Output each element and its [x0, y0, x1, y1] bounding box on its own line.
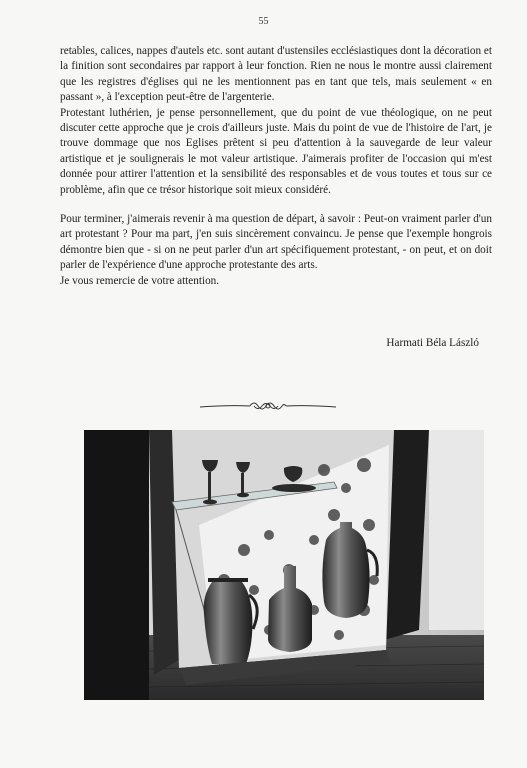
paragraph-4: Je vous remercie de votre attention.: [60, 274, 220, 287]
article-body: [60, 44, 492, 289]
paragraph-3: Pour terminer, j'aimerais revenir à ma question de départ, à savoir : Peut-on vraiment parler d'un art protestant ? Pour ma part, j'en suis sincèrement convaincu. Je pense que l'exemple hongrois démontre bien que - si on ne peut parler d'un art spécifiquement protestant, - on peut, et on doit parler de l'expérience d'une approche protestante des arts.: [60, 213, 492, 272]
page-number: 55: [258, 16, 269, 27]
showcase-photo: [84, 430, 484, 700]
paragraph-1: retables, calices, nappes d'autels etc. sont autant d'ustensiles ecclésiastiques dont la décoration et la finition sont secondaires par rapport à leur fonction. Rien ne nous le montre aussi clairement que les registres d'églises qui ne les mentionnent pas en tant que tels, mais seulement « en passant », à l'exception peut-être de l'argenterie.: [60, 45, 492, 104]
decorative-divider: [198, 398, 338, 414]
author-signature: Harmati Béla László: [386, 337, 479, 349]
paragraph-2: Protestant luthérien, je pense personnellement, que du point de vue théologique, on ne peut discuter cette approche que je crois d'ailleurs juste. Mais du point de vue de l'histoire de l'art, je trouve dommage que nos Eglises prêtent si peu d'attention à la sauvegarde de leur valeur artistique et je soulignerais le mot valeur artistique. J'aimerais profiter de l'occasion qui m'est donnée pour attirer l'attention et la sensibilité des responsables et de vous toutes et tous sur ce problème, afin que ce trésor historique soit mieux considéré.: [60, 106, 492, 196]
